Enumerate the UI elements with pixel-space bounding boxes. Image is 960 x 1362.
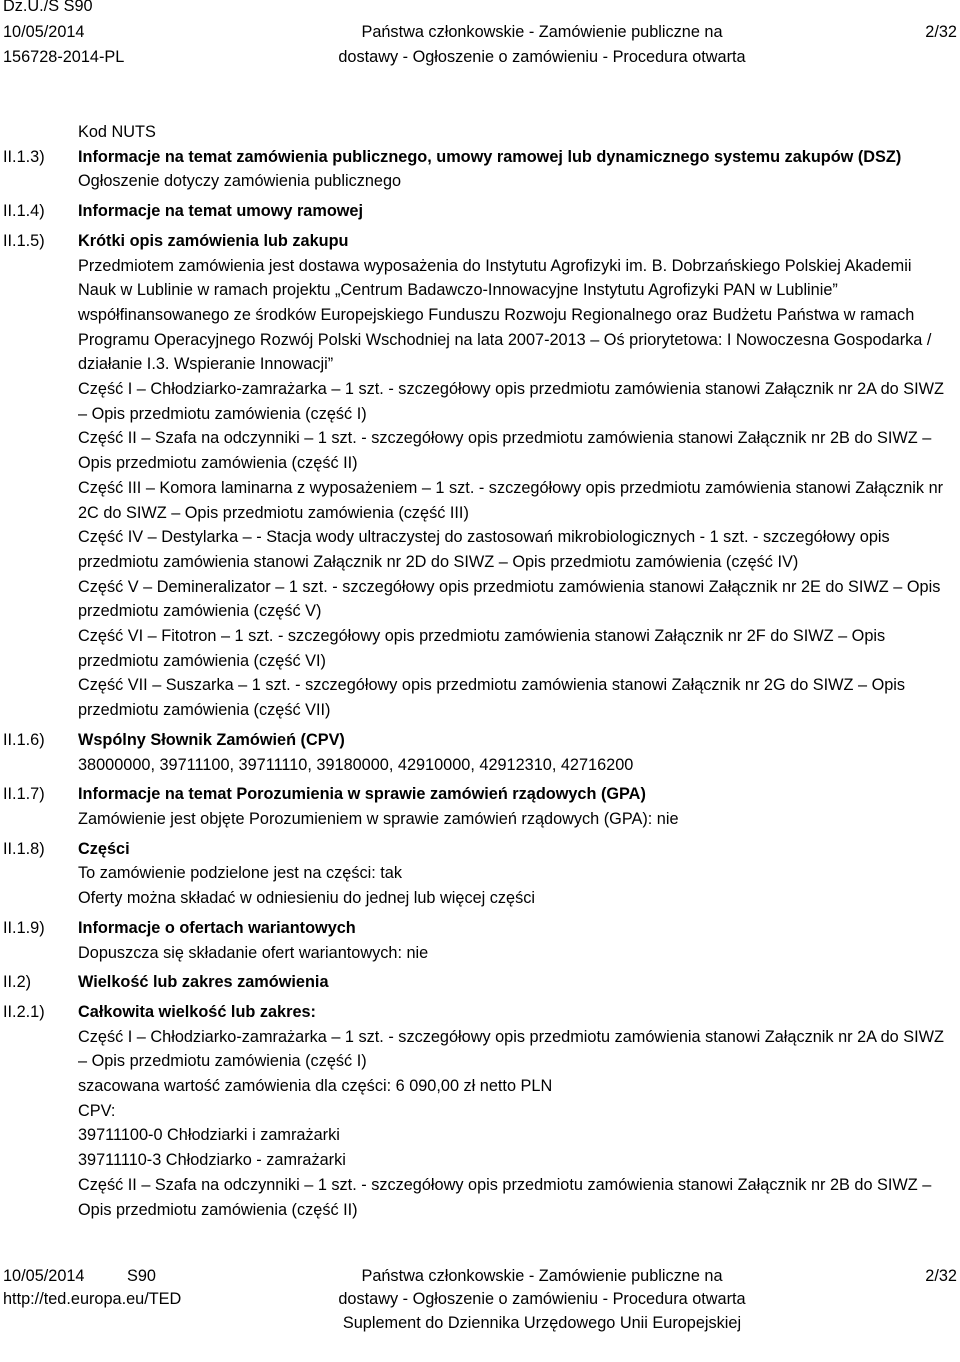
- section-number: II.2.1): [3, 1002, 45, 1021]
- footer-series: S90: [127, 1267, 156, 1285]
- notice-section: [0, 916, 952, 965]
- section-heading: Krótki opis zamówienia lub zakupu: [78, 231, 349, 250]
- section-text: Oferty można składać w odniesieniu do jednej lub więcej części: [78, 889, 536, 908]
- section-text: 38000000, 39711100, 39711110, 39180000, 42910000, 42912310, 42716200: [78, 755, 634, 774]
- section-text: szacowana wartość zamówienia dla części: 6 090,00 zł netto PLN: [78, 1077, 553, 1096]
- notice-section: [0, 199, 952, 224]
- section-text: Część II – Szafa na odczynniki – 1 szt. - szczegółowy opis przedmiotu zamówienia stanowi Załącznik nr 2B do SIWZ – Opis przedmiotu zamówienia (część II): [78, 429, 932, 473]
- section-text: Część I – Chłodziarko-zamrażarka – 1 szt. - szczegółowy opis przedmiotu zamówienia stanowi Załącznik nr 2A do SIWZ – Opis przedmiotu zamówienia (część I): [78, 380, 944, 423]
- section-text: CPV:: [78, 1101, 116, 1120]
- section-heading: Informacje na temat Porozumienia w sprawie zamówień rządowych (GPA): [78, 785, 646, 804]
- notice-id: 156728-2014-PL: [3, 48, 125, 66]
- section-text: Część II – Szafa na odczynniki – 1 szt. - szczegółowy opis przedmiotu zamówienia stanowi Załącznik nr 2B do SIWZ – Opis przedmiotu zamówienia (część II): [78, 1175, 932, 1219]
- section-text: Zamówienie jest objęte Porozumieniem w sprawie zamówień rządowych (GPA): nie: [78, 809, 679, 828]
- header-title-line1: Państwa członkowskie - Zamówienie publiczne na: [361, 23, 723, 41]
- header-page-number: 2/32: [925, 23, 957, 41]
- section-number: II.1.9): [3, 918, 45, 937]
- notice-section: [0, 782, 952, 831]
- notice-section: [0, 728, 952, 777]
- page-header: [0, 0, 960, 100]
- section-heading: Informacje na temat zamówienia publicznego, umowy ramowej lub dynamicznego systemu zakupów (DSZ): [78, 147, 902, 166]
- notice-section: [0, 970, 952, 995]
- footer-title-line1: Państwa członkowskie - Zamówienie publiczne na: [361, 1267, 723, 1285]
- notice-section: [0, 1000, 952, 1222]
- section-text: Część V – Demineralizator – 1 szt. - szczegółowy opis przedmiotu zamówienia stanowi Załącznik nr 2E do SIWZ – Opis przedmiotu zamówienia (część V): [78, 577, 941, 621]
- notice-section: [0, 120, 952, 145]
- section-text: 39711110-3 Chłodziarko - zamrażarki: [78, 1151, 346, 1170]
- section-text: Część VII – Suszarka – 1 szt. - szczegółowy opis przedmiotu zamówienia stanowi Załącznik nr 2G do SIWZ – Opis przedmiotu zamówienia (część VII): [78, 676, 906, 720]
- section-text: Ogłoszenie dotyczy zamówienia publicznego: [78, 172, 402, 191]
- section-text: 39711100-0 Chłodziarki i zamrażarki: [78, 1126, 340, 1145]
- page-footer: [0, 1262, 960, 1362]
- section-text: Dopuszcza się składanie ofert wariantowych: nie: [78, 943, 429, 962]
- notice-body: [0, 120, 960, 1222]
- section-text: Przedmiotem zamówienia jest dostawa wyposażenia do Instytutu Agrofizyki im. B. Dobrzańskiego Polskiej Akademii Nauk w Lublinie w ramach projektu „Centrum Badawczo-Innowacyjne Instytutu Agrofizyki PAN w Lublinie” współfinansowanego ze środków Europejskiego Funduszu Rozwoju Regionalnego oraz Budżetu Państwa w ramach Programu Operacyjnego Rozwój Polski Wschodniej na lata 2007-2013 – Oś priorytetowa: I Nowoczesna Gospodarka / działanie I.3. Wspieranie Innowacji”: [78, 256, 932, 374]
- section-text: Część I – Chłodziarko-zamrażarka – 1 szt. - szczegółowy opis przedmiotu zamówienia stanowi Załącznik nr 2A do SIWZ – Opis przedmiotu zamówienia (część I): [78, 1027, 944, 1071]
- footer-url[interactable]: http://ted.europa.eu/TED: [3, 1290, 182, 1308]
- footer-page-number: 2/32: [925, 1267, 957, 1285]
- notice-section: [0, 145, 952, 194]
- footer-date: 10/05/2014: [3, 1267, 85, 1285]
- footer-title-line2: dostawy - Ogłoszenie o zamówieniu - Procedura otwarta: [338, 1290, 746, 1308]
- notice-section: [0, 837, 952, 911]
- doc-reference: Dz.U./S S90: [3, 0, 93, 15]
- section-number: II.1.6): [3, 730, 45, 749]
- section-number: II.2): [3, 973, 32, 992]
- section-text: Część IV – Destylarka – - Stacja wody ultraczystej do zastosowań mikrobiologicznych - 1 szt. - szczegółowy opis przedmiotu zamówienia stanowi Załącznik nr 2D do SIWZ – Opis przedmiotu zamówienia (część IV): [78, 528, 890, 571]
- section-heading: Wspólny Słownik Zamówień (CPV): [78, 730, 345, 749]
- section-number: II.1.3): [3, 147, 45, 166]
- section-text: To zamówienie podzielone jest na części: tak: [78, 864, 402, 883]
- section-heading: Informacje o ofertach wariantowych: [78, 918, 356, 937]
- section-number: II.1.8): [3, 839, 45, 858]
- section-text: Część III – Komora laminarna z wyposażeniem – 1 szt. - szczegółowy opis przedmiotu zamówienia stanowi Załącznik nr 2C do SIWZ – Opis przedmiotu zamówienia (część III): [78, 478, 944, 522]
- section-heading: Wielkość lub zakres zamówienia: [78, 973, 329, 992]
- footer-title-line3: Suplement do Dziennika Urzędowego Unii Europejskiej: [342, 1314, 742, 1332]
- section-number: II.1.4): [3, 202, 45, 221]
- header-title-line2: dostawy - Ogłoszenie o zamówieniu - Procedura otwarta: [338, 48, 746, 66]
- section-number: II.1.5): [3, 231, 45, 250]
- section-heading: Części: [78, 839, 130, 858]
- notice-section: [0, 229, 952, 723]
- header-date: 10/05/2014: [3, 23, 85, 41]
- section-heading: Informacje na temat umowy ramowej: [78, 202, 364, 221]
- section-heading: Całkowita wielkość lub zakres:: [78, 1002, 316, 1021]
- section-text: Kod NUTS: [78, 123, 156, 141]
- section-number: II.1.7): [3, 785, 45, 804]
- section-text: Część VI – Fitotron – 1 szt. - szczegółowy opis przedmiotu zamówienia stanowi Załącznik nr 2F do SIWZ – Opis przedmiotu zamówienia (część VI): [78, 627, 886, 670]
